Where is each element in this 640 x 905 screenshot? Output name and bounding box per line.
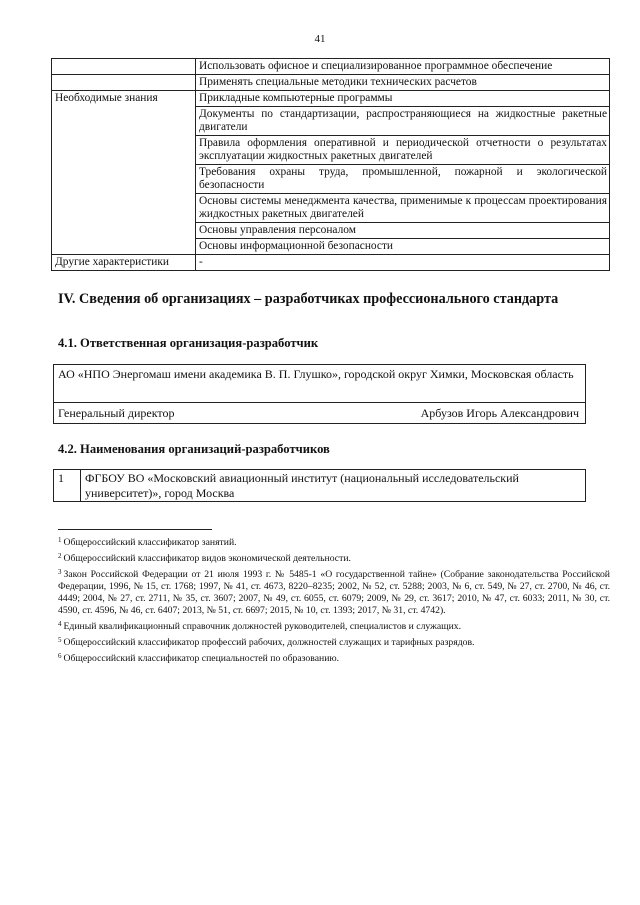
subsection-title: 4.1. Ответственная организация-разработчик <box>58 336 319 350</box>
table-cell-item: Прикладные компьютерные программы <box>196 91 610 107</box>
footnote-marker: 4 <box>58 620 62 628</box>
table-row <box>52 91 610 107</box>
footnotes <box>58 534 610 666</box>
developer-org-name: ФГБОУ ВО «Московский авиационный институт (национальный исследовательский университет)», город Москва <box>85 471 519 500</box>
table-cell-item: Основы управления персоналом <box>196 223 610 239</box>
table-row <box>52 59 610 75</box>
org-name: АО «НПО Энергомаш имени академика В. П. Глушко», городской округ Химки, Московская область <box>58 367 574 381</box>
footnote <box>58 634 610 649</box>
row-number: 1 <box>58 471 64 485</box>
footnote <box>58 534 610 549</box>
table-row <box>52 255 610 271</box>
skills-table <box>51 58 610 271</box>
developer-org-row <box>53 469 586 502</box>
table-cell-item: Документы по стандартизации, распространяющиеся на жидкостные ракетные двигатели <box>196 107 610 136</box>
divider <box>80 470 81 501</box>
footnote-text: Общероссийский классификатор специальностей по образованию. <box>63 653 340 664</box>
table-cell-item: - <box>196 255 610 271</box>
footnote-text: Общероссийский классификатор видов экономической деятельности. <box>63 553 351 564</box>
footnote-text: Общероссийский классификатор занятий. <box>63 537 237 548</box>
table-cell-label: Другие характеристики <box>52 255 196 271</box>
table-row <box>52 75 610 91</box>
table-cell-item: Использовать офисное и специализированное программное обеспечение <box>196 59 610 75</box>
table-cell-item: Требования охраны труда, промышленной, пожарной и экологической безопасности <box>196 165 610 194</box>
responsible-org-box <box>53 364 586 424</box>
table-cell-label <box>52 75 196 91</box>
table-cell-item: Основы информационной безопасности <box>196 239 610 255</box>
footnote-marker: 5 <box>58 636 62 644</box>
position-title: Генеральный директор <box>58 406 175 420</box>
table-cell-label <box>52 59 196 75</box>
footnote-text: Единый квалификационный справочник должностей руководителей, специалистов и служащих. <box>63 621 462 632</box>
footnote <box>58 650 610 665</box>
footnote-marker: 1 <box>58 536 62 544</box>
footnote <box>58 618 610 633</box>
table-cell-item: Применять специальные методики технических расчетов <box>196 75 610 91</box>
section-title: IV. Сведения об организациях – разработчиках профессионального стандарта <box>58 291 559 307</box>
footnote-text: Общероссийский классификатор профессий рабочих, должностей служащих и тарифных разрядов. <box>63 637 475 648</box>
footnote-marker: 2 <box>58 552 62 560</box>
person-name: Арбузов Игорь Александрович <box>420 406 579 420</box>
subsection-title: 4.2. Наименования организаций-разработчиков <box>58 442 330 456</box>
footnote <box>58 550 610 565</box>
footnote <box>58 566 610 617</box>
footnote-marker: 6 <box>58 652 62 660</box>
footnote-marker: 3 <box>58 568 62 576</box>
table-cell-label: Необходимые знания <box>52 91 196 255</box>
footnote-text: Закон Российской Федерации от 21 июля 1993 г. № 5485-1 «О государственной тайне» (Собрание законодательства Российской Федерации, 1996, № 15, ст. 1768; 1997, № 41, ст. 4673, 8220–8235; 2002, № 52, ст. 5288; 2003, № 6, ст. 549, № 27, ст. 2700, № 46, ст. 4449; 2004, № 27, ст. 2711, № 35, ст. 3607; 2007, № 49, ст. 6055, ст. 6079; 2009, № 29, ст. 3617; 2010, № 47, ст. 6033; 2011, № 30, ст. 4590, ст. 4596, № 46, ст. 6407; 2013, № 51, ст. 6697; 2015, № 10, ст. 1393; 2017, № 31, ст. 4742). <box>58 569 610 616</box>
table-cell-item: Правила оформления оперативной и периодической отчетности о результатах эксплуатации жидкостных ракетных двигателей <box>196 136 610 165</box>
table-cell-item: Основы системы менеджмента качества, применимые к процессам проектирования жидкостных ракетных двигателей <box>196 194 610 223</box>
footnote-separator <box>58 529 212 530</box>
divider <box>54 402 585 403</box>
page-number: 41 <box>314 33 326 45</box>
